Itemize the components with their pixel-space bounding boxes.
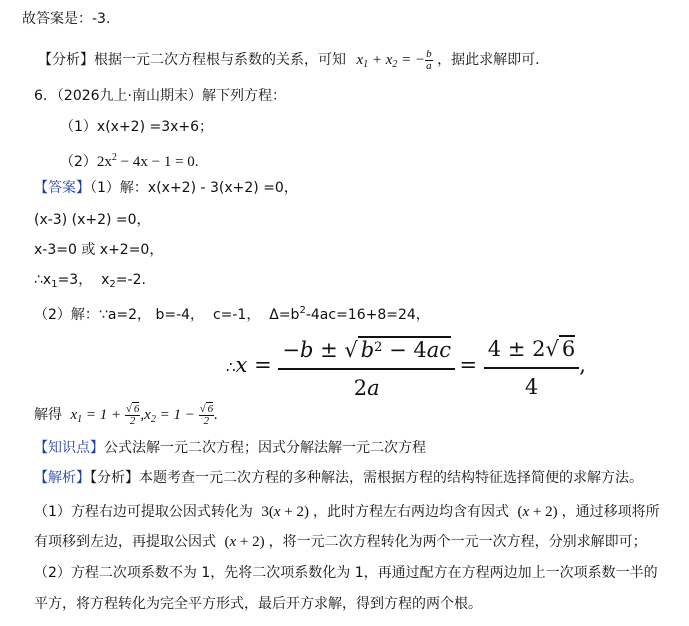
p1-expr-1: 3(x + 2) — [261, 504, 310, 520]
solution-label: 解得 — [34, 407, 62, 423]
answer-tag: 【答案】 — [34, 180, 90, 196]
knowledge-tag: 【知识点】 — [34, 440, 104, 456]
answer-line-3: x-3=0 或 x+2=0， — [34, 242, 164, 258]
analysis-tag: 【分析】 — [38, 51, 94, 68]
answer-line-5: （2）解：∵a=2， b=-4， c=-1， $\Delta=b^2-4ac=16+8=24$， — [34, 305, 430, 323]
analysis-text-after: ，据此求解即可. — [437, 51, 540, 68]
knowledge-text: 公式法解一元二次方程；因式分解法解一元二次方程 — [104, 440, 426, 456]
p1-expr-2: (x + 2) — [517, 504, 558, 520]
answer-step-1: （1）解：x(x+2) - 3(x+2) =0， — [90, 180, 298, 196]
p1-expr-3: (x + 2) — [224, 534, 265, 550]
question-prompt: 解下列方程： — [202, 88, 287, 104]
vieta-formula: $x_1 + x_2$ = − $\frac{b}{a}$ — [356, 48, 432, 72]
previous-answer: 故答案是：-3. — [22, 11, 111, 27]
explanation-tag: 【解析】 — [34, 470, 90, 486]
knowledge-line — [34, 438, 426, 458]
p1-text-c: ，通过移项将所 — [561, 504, 660, 520]
analysis-text-before: 根据一元二次方程根与系数的关系，可知 — [94, 51, 346, 68]
question-item-1: （1）x(x+2) =3x+6； — [60, 119, 214, 135]
p1-text-b: ，此时方程左右两边均含有因式 — [313, 504, 510, 520]
p1-text-a: （1）方程右边可提取公因式转化为 — [34, 504, 253, 520]
solution-line — [34, 404, 218, 427]
p1-text-e: ，将一元二次方程转化为两个一元一次方程，分别求解即可； — [268, 534, 647, 550]
quadratic-formula: ∴x = $\frac{-b \pm √ b^2 - 4ac}{2a}$ = $\frac{4 \pm 2√ 6}{4}$ , — [226, 333, 586, 403]
answer-line-4: $\therefore x_1=3$， $x_2=-2$. — [34, 272, 146, 290]
previous-analysis — [38, 49, 540, 75]
question-source: （2026九上·南山期末） — [56, 88, 203, 104]
question-header — [34, 86, 286, 106]
explanation-p1-line1 — [34, 502, 660, 522]
explanation-p2-line2: 平方，将方程转化为完全平方形式，最后开方求解，得到方程的两个根。 — [34, 596, 482, 612]
answer-line-2: (x-3) (x+2) =0， — [34, 212, 151, 228]
answer-line-1 — [34, 178, 298, 198]
explanation-text: 本题考查一元二次方程的多种解法，需根据方程的结构特征选择简便的求解方法。 — [139, 470, 643, 486]
p1-text-d: 有项移到左边，再提取公因式 — [34, 534, 216, 550]
question-number: 6． — [34, 88, 57, 104]
explanation-p1-line2 — [34, 532, 647, 552]
explanation-p2-line1: （2）方程二次项系数不为 1，先将二次项系数化为 1，再通过配方在方程两边加上一次项系数一半的 — [34, 565, 658, 581]
explanation-sub-tag: 【分析】 — [90, 470, 139, 486]
explanation-line — [34, 468, 643, 488]
question-item-2: $(2)2x^2 - 4x - 1 = 0$. — [60, 152, 199, 170]
solution-formula: $x_1 = 1$ + $\frac{√ 6}{2}$ $,x_2 = 1$ − $\frac{√ 6}{2}$ . — [70, 403, 218, 428]
